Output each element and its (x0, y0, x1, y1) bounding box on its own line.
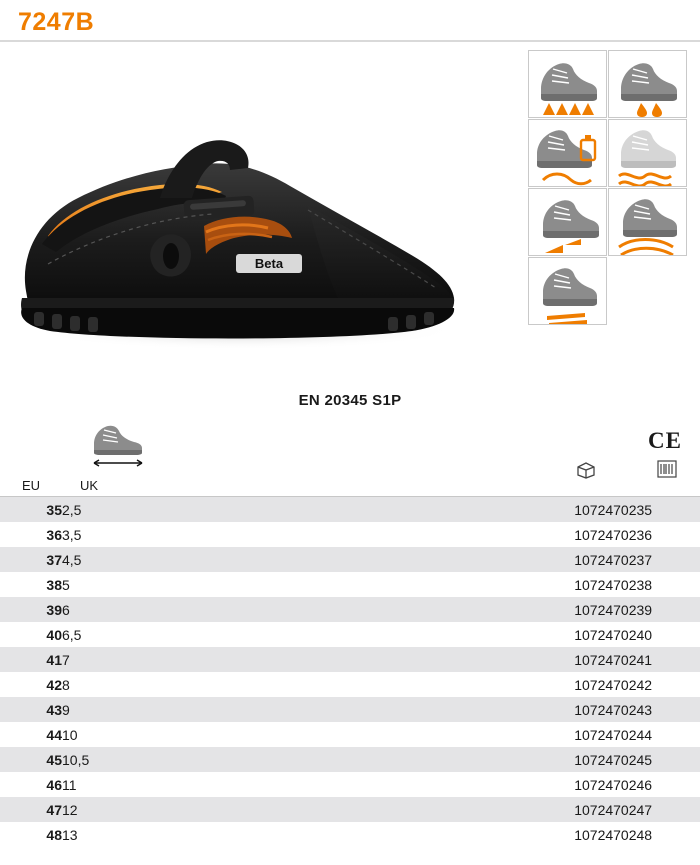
table-row (0, 672, 700, 697)
cell-eu: 45 (0, 747, 62, 772)
cell-spacer (152, 822, 548, 847)
page-header (0, 0, 700, 42)
table-row (0, 772, 700, 797)
cell-eu: 38 (46, 576, 62, 593)
cell-code: 072470245 (582, 747, 700, 772)
cell-uk: 11 (62, 776, 77, 793)
cell-code: 072470236 (582, 526, 653, 543)
cell-uk: 9 (62, 697, 152, 722)
cell-eu: 42 (46, 676, 62, 693)
cell-qty: 1 (548, 497, 582, 522)
standard-label: EN 20345 S1P (298, 392, 402, 409)
cell-uk: 12 (62, 797, 152, 822)
column-header-eu: EU (22, 478, 41, 493)
cell-code: 072470235 (582, 497, 700, 522)
cell-qty: 1 (574, 626, 582, 643)
cell-uk: 10,5 (62, 747, 152, 772)
cell-code: 072470244 (582, 726, 653, 743)
cell-spacer (152, 697, 548, 722)
cell-qty: 1 (548, 547, 582, 572)
cell-qty: 1 (574, 726, 582, 743)
pictogram-boot-fuel-oil-resistant (608, 50, 687, 118)
cell-spacer (152, 597, 548, 622)
pictogram-boot-toe-cap (528, 257, 607, 325)
cell-qty: 1 (548, 747, 582, 772)
safety-sandal-photo (8, 86, 478, 356)
product-code: 7247B (18, 8, 95, 36)
cell-eu: 39 (0, 597, 62, 622)
cell-qty: 1 (548, 597, 582, 622)
cell-eu: 44 (46, 726, 62, 743)
table-row (0, 522, 700, 547)
cell-uk: 13 (62, 826, 78, 843)
cell-spacer (152, 747, 548, 772)
cell-uk: 4,5 (62, 547, 152, 572)
cell-uk: 6,5 (62, 626, 82, 643)
table-row (0, 722, 700, 747)
pictogram-boot-penetration-resistant (528, 188, 607, 256)
pictogram-boot-antistatic (528, 50, 607, 118)
table-row (0, 797, 700, 822)
table-row (0, 497, 700, 522)
size-table (0, 420, 700, 847)
table-row (0, 822, 700, 847)
table-header-row (0, 475, 700, 497)
cell-qty: 1 (574, 676, 582, 693)
svg-text:Beta: Beta (254, 256, 284, 271)
cell-spacer (152, 572, 548, 597)
cell-spacer (152, 522, 548, 547)
cell-qty: 1 (548, 797, 582, 822)
cell-spacer (152, 797, 548, 822)
barcode-icon (656, 459, 678, 479)
cell-code: 072470237 (582, 547, 700, 572)
table-row (0, 747, 700, 772)
table-row (0, 597, 700, 622)
cell-eu: 35 (0, 497, 62, 522)
cell-uk: 6 (62, 597, 152, 622)
ce-mark: CE (648, 428, 682, 453)
cell-code: 072470246 (582, 776, 653, 793)
cell-code: 072470240 (582, 626, 653, 643)
pictogram-grid (528, 50, 688, 326)
cell-qty: 1 (574, 776, 582, 793)
package-icon (576, 461, 596, 479)
cell-uk: 10 (62, 726, 78, 743)
pictogram-boot-slip-resistant (608, 119, 687, 187)
table-row (0, 697, 700, 722)
cell-code: 072470239 (582, 597, 700, 622)
pictogram-boot-energy-absorption (528, 119, 607, 187)
cell-eu: 36 (46, 526, 62, 543)
shoe-length-icon (88, 422, 150, 468)
cell-eu: 47 (0, 797, 62, 822)
column-header-uk: UK (80, 478, 99, 493)
cell-uk: 7 (62, 647, 152, 672)
cell-spacer (152, 547, 548, 572)
cell-code: 072470241 (582, 647, 700, 672)
cell-eu: 46 (46, 776, 62, 793)
cell-code: 072470248 (582, 826, 653, 843)
cell-uk: 2,5 (62, 497, 152, 522)
cell-spacer (152, 647, 548, 672)
cell-eu: 48 (46, 826, 62, 843)
cell-spacer (152, 772, 548, 797)
cell-qty: 1 (574, 526, 582, 543)
cell-eu: 37 (0, 547, 62, 572)
table-row (0, 572, 700, 597)
table-row (0, 647, 700, 672)
cell-spacer (152, 622, 548, 647)
cell-eu: 40 (46, 626, 62, 643)
cell-qty: 1 (574, 826, 582, 843)
cell-code: 072470238 (582, 576, 653, 593)
cell-spacer (152, 722, 548, 747)
table-row (0, 547, 700, 572)
cell-eu: 43 (0, 697, 62, 722)
product-photo-area (0, 46, 500, 366)
cell-uk: 5 (62, 576, 70, 593)
table-row (0, 622, 700, 647)
cell-qty: 1 (548, 697, 582, 722)
cell-uk: 3,5 (62, 526, 82, 543)
cell-code: 072470243 (582, 697, 700, 722)
cell-uk: 8 (62, 676, 70, 693)
cell-qty: 1 (548, 647, 582, 672)
sizes-table (0, 497, 700, 847)
cell-code: 072470242 (582, 676, 653, 693)
cell-code: 072470247 (582, 797, 700, 822)
pictogram-boot-heel-absorption (608, 188, 687, 256)
cell-eu: 41 (0, 647, 62, 672)
cell-spacer (152, 672, 548, 697)
cell-qty: 1 (574, 576, 582, 593)
cell-spacer (152, 497, 548, 522)
